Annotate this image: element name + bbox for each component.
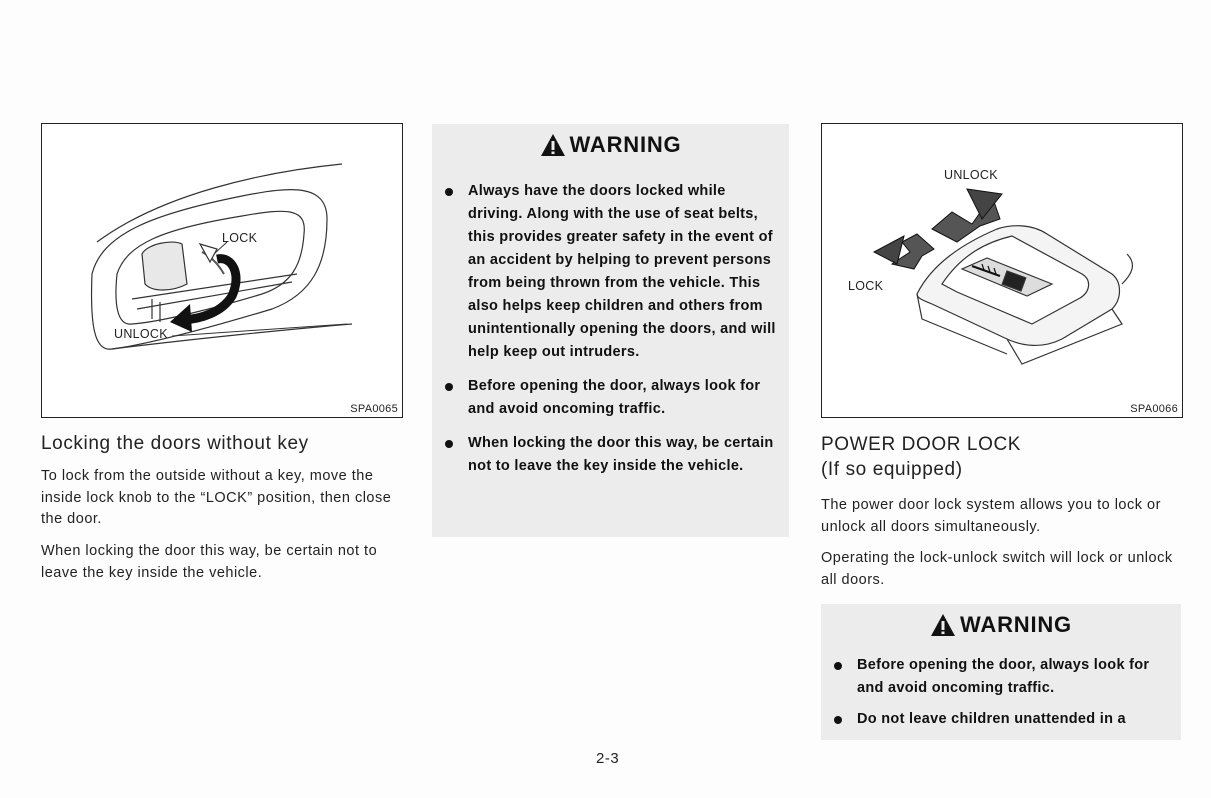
warning-item: When locking the door this way, be certain not to leave the key inside the vehicle. <box>432 432 789 478</box>
unlock-label: UNLOCK <box>944 168 998 182</box>
lock-direction-arrow <box>874 234 934 269</box>
bullet-icon <box>834 662 842 670</box>
warning-triangle-icon <box>930 613 956 637</box>
warning-item: Always have the doors locked while driving. Along with the use of seat belts, this provides greater safety in the event of an accident by helping to prevent persons from being thrown from the vehicle. This also helps keep children and others from unintentionally opening the doors, and will help keep out intruders. <box>432 180 789 364</box>
warning-item: Before opening the door, always look for and avoid oncoming traffic. <box>821 654 1181 700</box>
power-lock-switch-figure <box>821 123 1183 418</box>
door-handle-illustration <box>42 124 402 417</box>
door-lock-knob-figure <box>41 123 403 418</box>
warning-panel <box>432 124 789 537</box>
body-paragraph-1: The power door lock system allows you to lock or unlock all doors simultaneously. <box>821 497 1161 535</box>
warning-list <box>821 654 1181 731</box>
section-subheading: (If so equipped) <box>821 459 963 480</box>
figure-code: SPA0065 <box>350 403 398 415</box>
warning-item: Before opening the door, always look for and avoid oncoming traffic. <box>432 375 789 421</box>
warning-title: WARNING <box>960 612 1072 637</box>
warning-header <box>821 612 1181 638</box>
bullet-icon <box>445 383 453 391</box>
lock-label: LOCK <box>222 231 258 245</box>
warning-list <box>432 180 789 489</box>
body-paragraph-2: Operating the lock-unlock switch will lock or unlock all doors. <box>821 550 1173 588</box>
lock-switch-illustration <box>822 124 1182 417</box>
lock-label: LOCK <box>848 279 884 293</box>
warning-item: Do not leave children unattended in a <box>821 708 1181 731</box>
body-paragraph-2: When locking the door this way, be certain not to leave the key inside the vehicle. <box>41 543 378 581</box>
unlock-label: UNLOCK <box>114 327 168 341</box>
section-heading-power-door-lock: POWER DOOR LOCK <box>821 434 1022 455</box>
bullet-icon <box>834 716 842 724</box>
page-number: 2-3 <box>596 750 620 767</box>
section-heading-locking-without-key: Locking the doors without key <box>41 433 309 454</box>
figure-code: SPA0066 <box>1130 403 1178 415</box>
warning-panel <box>821 604 1181 740</box>
warning-triangle-icon <box>540 133 566 157</box>
warning-title: WARNING <box>569 132 682 157</box>
bullet-icon <box>445 188 453 196</box>
warning-header <box>432 132 789 158</box>
body-paragraph-1: To lock from the outside without a key, move the inside lock knob to the “LOCK” position, then close the door. <box>41 468 392 527</box>
bullet-icon <box>445 440 453 448</box>
